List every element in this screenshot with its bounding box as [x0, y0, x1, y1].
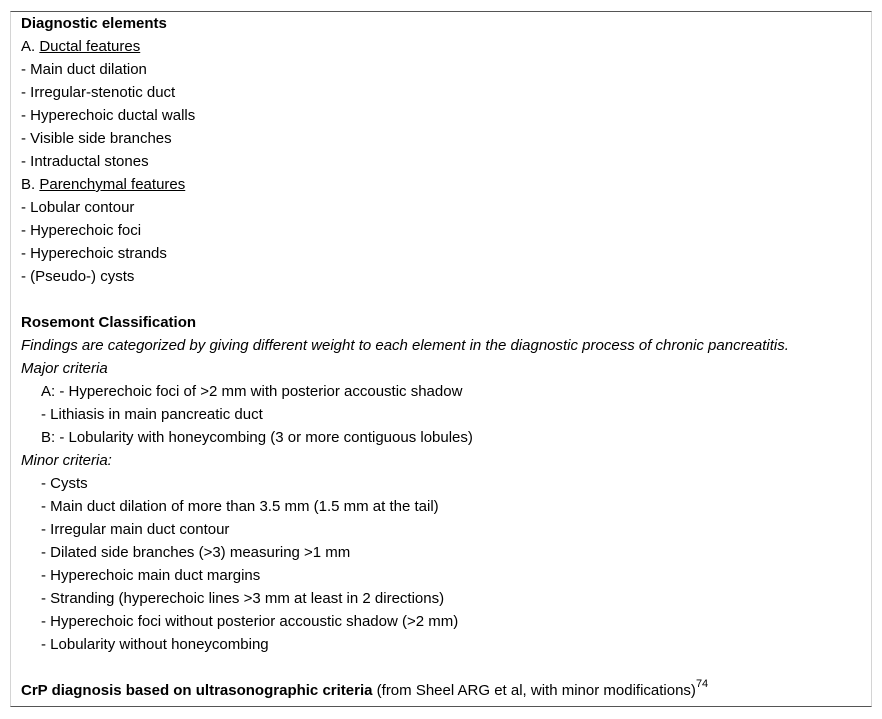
list-item: - Hyperechoic ductal walls [21, 107, 196, 124]
list-item: - (Pseudo-) cysts [21, 268, 135, 285]
list-item: - Irregular main duct contour [41, 521, 230, 538]
parenchymal-prefix: B. [21, 176, 40, 193]
diagnostic-title: Diagnostic elements [21, 15, 167, 32]
list-item: - Lobularity without honeycombing [41, 636, 269, 653]
table-caption [21, 679, 789, 702]
major-criteria-heading: Major criteria [21, 360, 108, 377]
list-item: - Intraductal stones [21, 153, 149, 170]
list-item: B: - Lobularity with honeycombing (3 or more contiguous lobules) [41, 429, 473, 446]
ductal-heading: Ductal features [39, 38, 141, 55]
rosemont-title: Rosemont Classification [21, 314, 197, 331]
caption-rest: (from Sheel ARG et al, with minor modifications) [372, 682, 696, 699]
list-item: A: - Hyperechoic foci of >2 mm with posterior accoustic shadow [41, 383, 463, 400]
reference-number[interactable]: 74 [695, 678, 709, 690]
list-item: - Hyperechoic main duct margins [41, 567, 261, 584]
list-item: - Main duct dilation [21, 61, 147, 78]
minor-criteria-heading: Minor criteria: [21, 452, 112, 469]
list-item: - Hyperechoic foci [21, 222, 142, 239]
list-item: - Hyperechoic foci without posterior accoustic shadow (>2 mm) [41, 613, 459, 630]
list-item: - Hyperechoic strands [21, 245, 167, 262]
ductal-heading-row [21, 35, 789, 58]
table-cell [21, 12, 789, 702]
rosemont-description: Findings are categorized by giving different weight to each element in the diagnostic process of chronic pancreatitis. [21, 337, 789, 354]
list-item: - Cysts [41, 475, 88, 492]
list-item: - Irregular-stenotic duct [21, 84, 176, 101]
list-item: - Main duct dilation of more than 3.5 mm (1.5 mm at the tail) [41, 498, 439, 515]
spacer [21, 656, 789, 679]
list-item: - Lobular contour [21, 199, 135, 216]
list-item: - Lithiasis in main pancreatic duct [41, 406, 263, 423]
caption-bold: CrP diagnosis based on ultrasonographic criteria [21, 682, 373, 699]
list-item: - Visible side branches [21, 130, 172, 147]
list-item: - Stranding (hyperechoic lines >3 mm at least in 2 directions) [41, 590, 445, 607]
parenchymal-heading-row [21, 173, 789, 196]
list-item: - Dilated side branches (>3) measuring >1 mm [41, 544, 351, 561]
ductal-prefix: A. [21, 38, 40, 55]
parenchymal-heading: Parenchymal features [39, 176, 186, 193]
spacer [21, 288, 789, 311]
